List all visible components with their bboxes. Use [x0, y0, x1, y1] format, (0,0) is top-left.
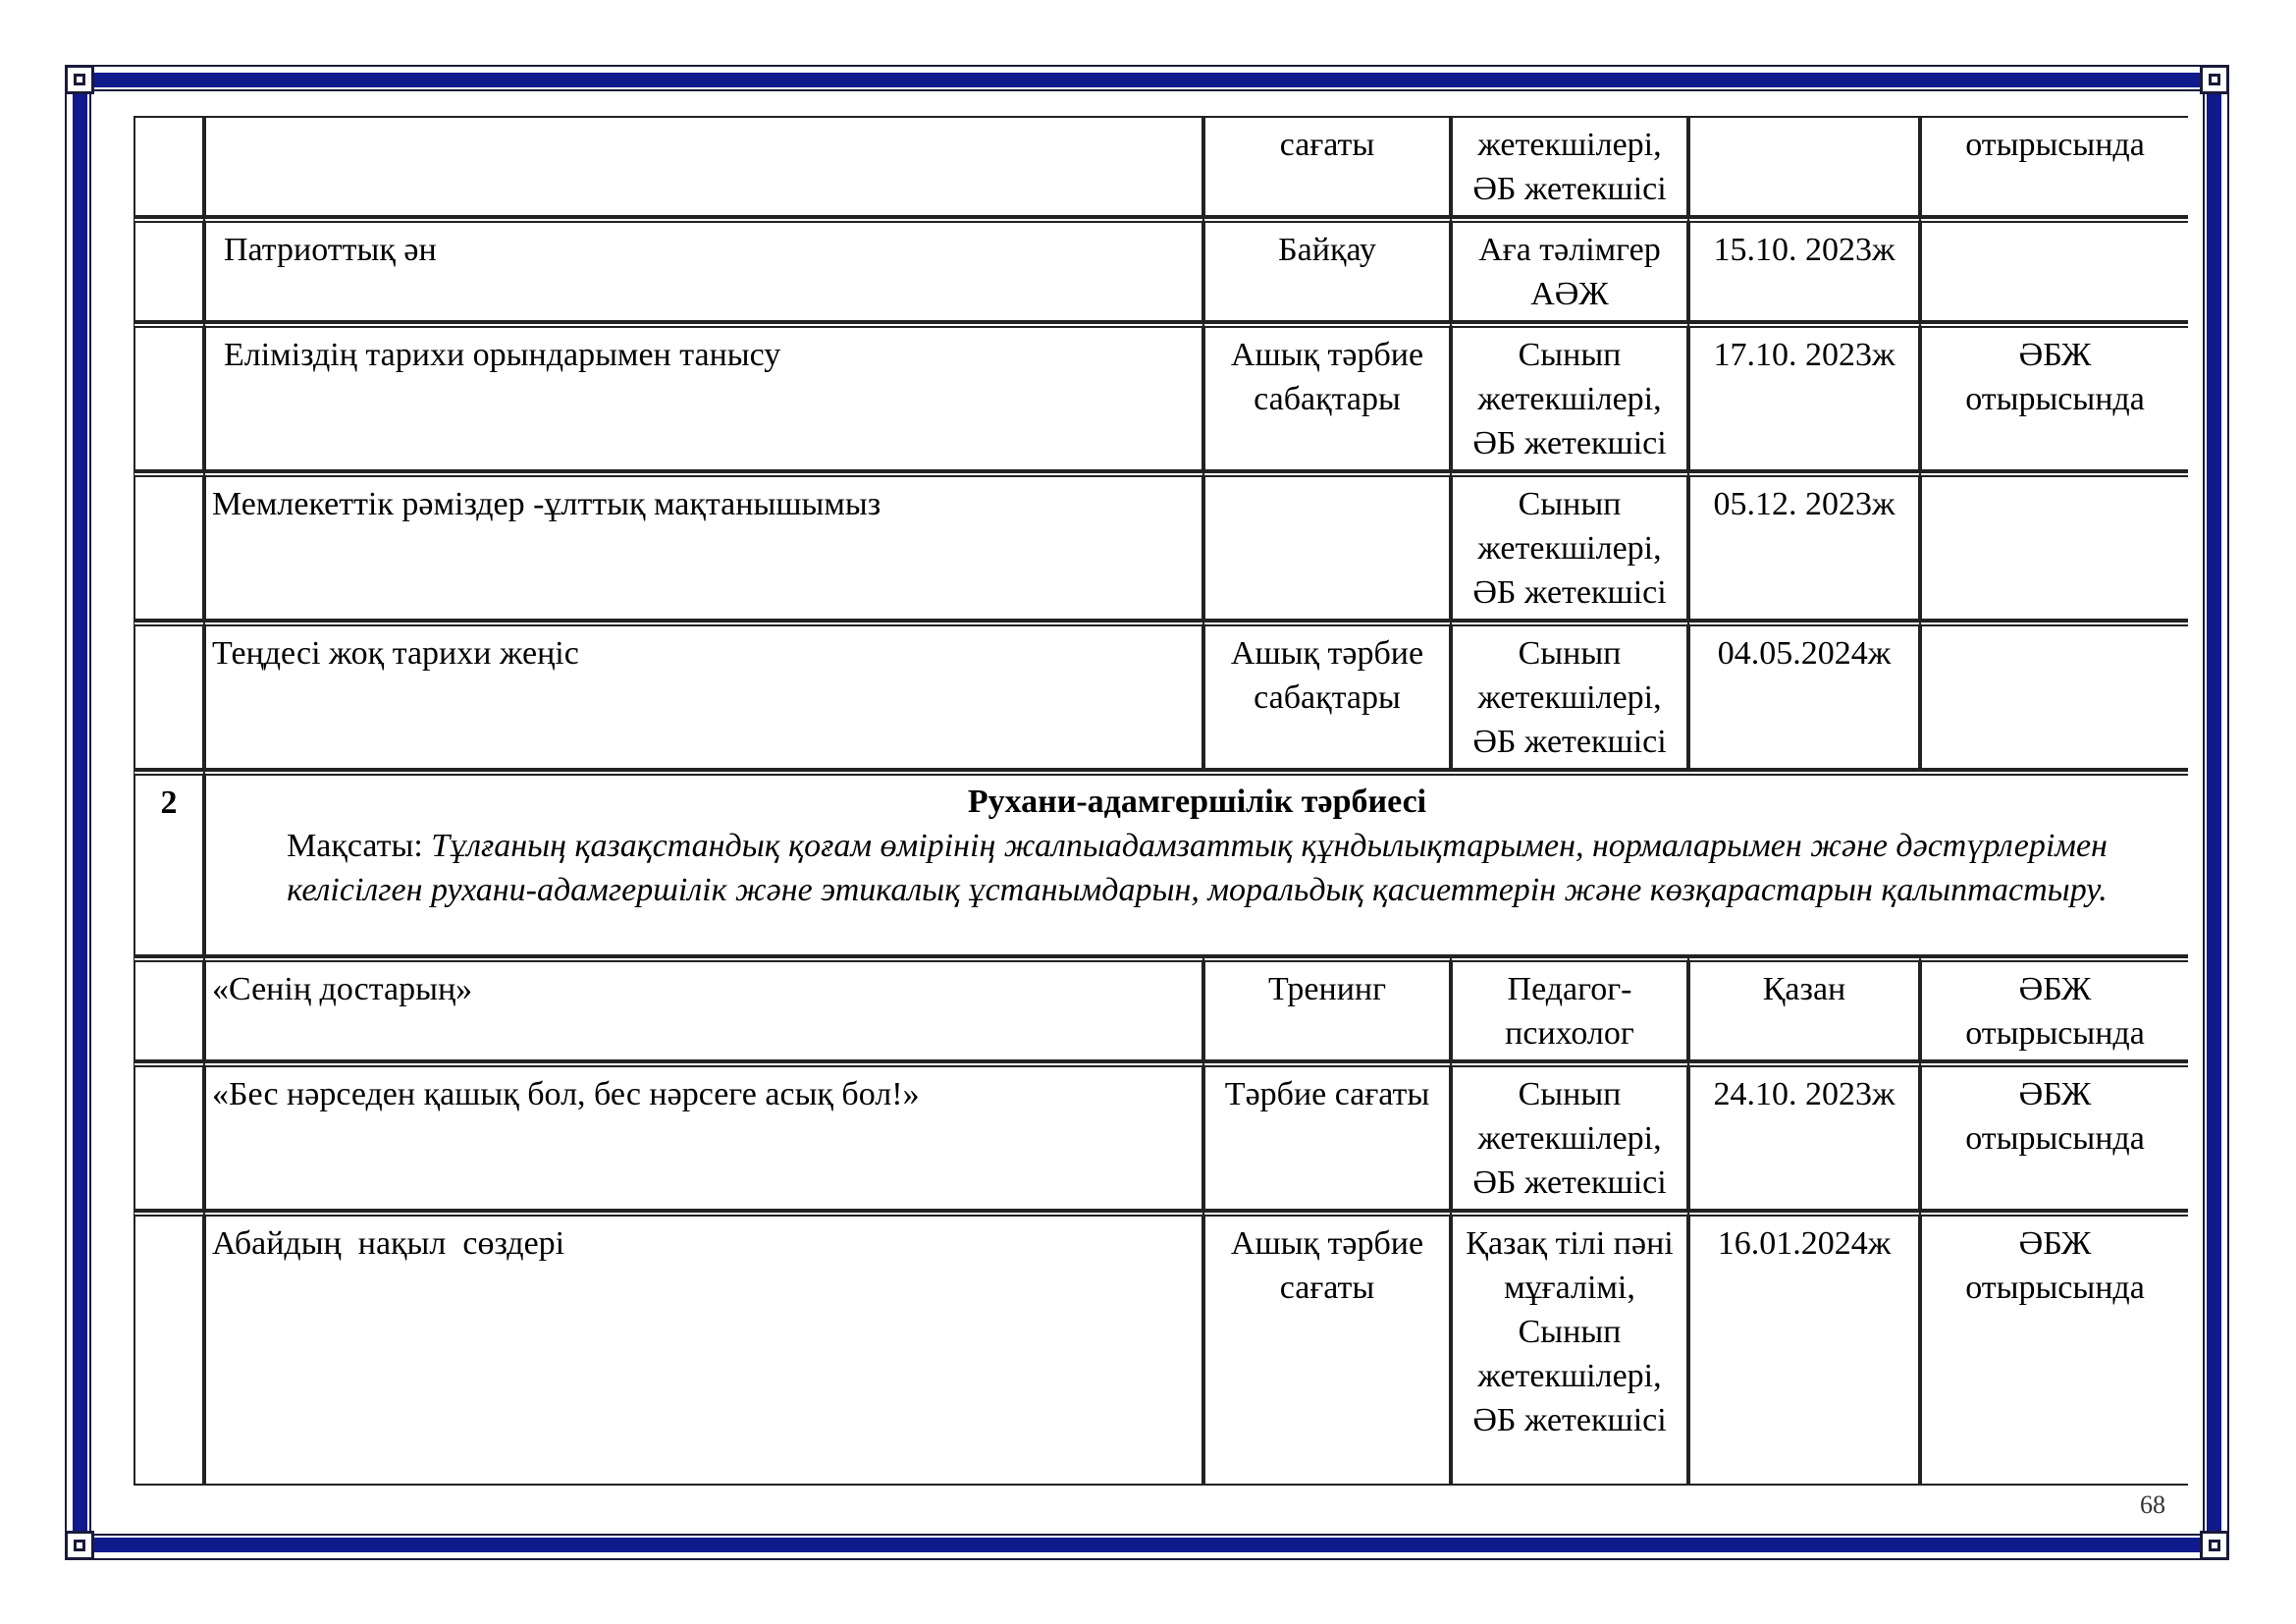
event-name	[204, 116, 1203, 217]
row-number	[133, 1211, 204, 1486]
event-date: 15.10. 2023ж	[1688, 217, 1920, 322]
event-date: 24.10. 2023ж	[1688, 1061, 1920, 1211]
event-date: 05.12. 2023ж	[1688, 471, 1920, 621]
row-number	[133, 116, 204, 217]
section-goal-label: Мақсаты:	[287, 828, 432, 864]
table-row	[133, 1061, 2188, 1211]
frame-corner-ornament	[65, 65, 94, 94]
event-date: 04.05.2024ж	[1688, 621, 1920, 770]
section-goal-text: Тұлғаның қазақстандық қоғам өмірінің жалпыадамзаттық құндылықтарымен, нормаларымен және дәстүрлерімен келісілген рухани-адамгершілік және этикалық ұстанымдарын, моральдық қасиеттерін және көзқарастарын қалыптастыру.	[287, 828, 2108, 908]
event-responsible: Сынып жетекшілері, ӘБ жетекшісі	[1451, 322, 1688, 471]
event-name: «Бес нәрседен қашық бол, бес нәрсеге асық бол!»	[204, 1061, 1203, 1211]
row-number	[133, 956, 204, 1061]
event-note: ӘБЖ отырысында	[1920, 1061, 2188, 1211]
section-title: Рухани-адамгершілік тәрбиесі	[967, 784, 1427, 820]
event-type	[1203, 471, 1451, 621]
event-date: 16.01.2024ж	[1688, 1211, 1920, 1486]
event-note	[1920, 621, 2188, 770]
event-responsible: Сынып жетекшілері, ӘБ жетекшісі	[1451, 471, 1688, 621]
event-date: 17.10. 2023ж	[1688, 322, 1920, 471]
event-responsible: Аға тәлімгер АӘЖ	[1451, 217, 1688, 322]
event-note: отырысында	[1920, 116, 2188, 217]
table-row	[133, 322, 2188, 471]
row-number	[133, 217, 204, 322]
row-number	[133, 1061, 204, 1211]
row-number	[133, 621, 204, 770]
frame-corner-ornament	[2200, 65, 2229, 94]
event-name: Теңдесі жоқ тарихи жеңіс	[204, 621, 1203, 770]
row-number	[133, 471, 204, 621]
event-name: «Сенің достарың»	[204, 956, 1203, 1061]
row-number	[133, 322, 204, 471]
event-type: Тренинг	[1203, 956, 1451, 1061]
section-header	[204, 770, 2188, 956]
event-type: Ашық тәрбие сабақтары	[1203, 322, 1451, 471]
table-row	[133, 1211, 2188, 1486]
event-note: ӘБЖ отырысында	[1920, 956, 2188, 1061]
frame-corner-ornament	[2200, 1531, 2229, 1560]
event-name: Еліміздің тарихи орындарымен танысу	[204, 322, 1203, 471]
event-type: Ашық тәрбие сағаты	[1203, 1211, 1451, 1486]
event-responsible: Сынып жетекшілері, ӘБ жетекшісі	[1451, 1061, 1688, 1211]
table-row	[133, 116, 2188, 217]
event-note: ӘБЖ отырысында	[1920, 322, 2188, 471]
event-name: Абайдың нақыл сөздері	[204, 1211, 1203, 1486]
event-type: сағаты	[1203, 116, 1451, 217]
event-note: ӘБЖ отырысында	[1920, 1211, 2188, 1486]
event-type: Байқау	[1203, 217, 1451, 322]
event-responsible: Педагог-психолог	[1451, 956, 1688, 1061]
event-type: Ашық тәрбие сабақтары	[1203, 621, 1451, 770]
frame-corner-ornament	[65, 1531, 94, 1560]
event-responsible: жетекшілері, ӘБ жетекшісі	[1451, 116, 1688, 217]
event-responsible: Сынып жетекшілері, ӘБ жетекшісі	[1451, 621, 1688, 770]
event-type: Тәрбие сағаты	[1203, 1061, 1451, 1211]
table-row	[133, 217, 2188, 322]
event-name: Мемлекеттік рәміздер -ұлттық мақтанышымыз	[204, 471, 1203, 621]
event-name: Патриоттық ән	[204, 217, 1203, 322]
event-note	[1920, 471, 2188, 621]
table-row	[133, 956, 2188, 1061]
table-row	[133, 621, 2188, 770]
section-number: 2	[133, 770, 204, 956]
event-date: Қазан	[1688, 956, 1920, 1061]
page-number: 68	[2140, 1490, 2165, 1519]
event-note	[1920, 217, 2188, 322]
table-row	[133, 471, 2188, 621]
section-row	[133, 770, 2188, 956]
event-date	[1688, 116, 1920, 217]
plan-table	[133, 116, 2188, 1486]
event-responsible: Қазақ тілі пәні мұғалімі, Сынып жетекшілері, ӘБ жетекшісі	[1451, 1211, 1688, 1486]
